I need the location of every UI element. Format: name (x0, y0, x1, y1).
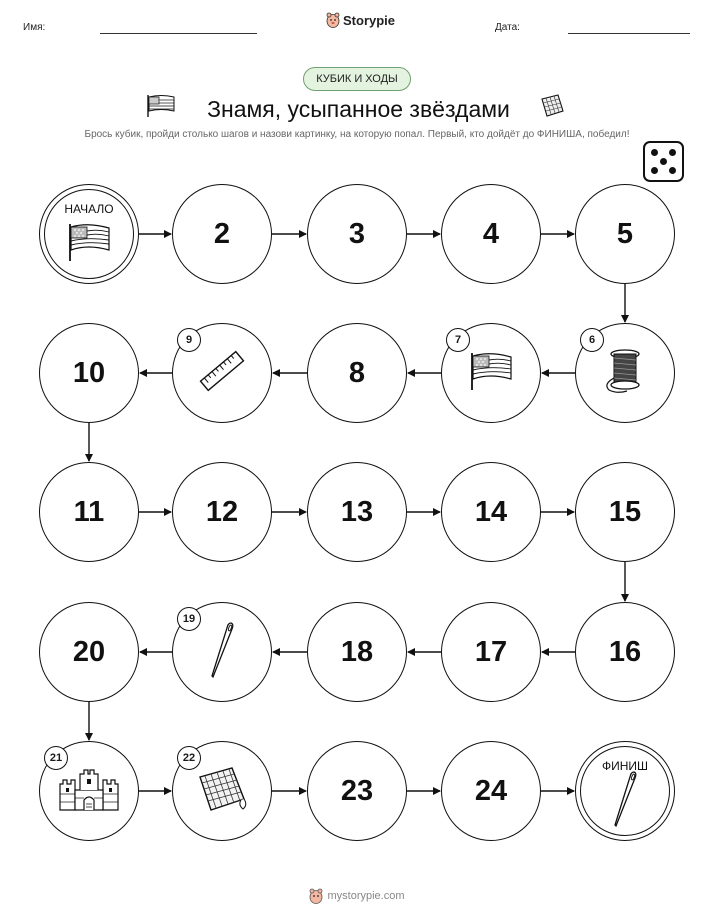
board-cell-3[interactable] (307, 184, 407, 284)
board-cell-19[interactable] (172, 602, 272, 702)
cell-number-badge: 21 (44, 746, 68, 770)
footer-url[interactable]: mystorypie.com (327, 890, 405, 902)
board-cell-12[interactable] (172, 462, 272, 562)
cell-label: ФИНИШ (601, 759, 649, 773)
board-cell-6[interactable] (575, 323, 675, 423)
cell-number: 17 (474, 635, 508, 668)
flag-icon (468, 351, 514, 396)
cell-number-badge: 19 (177, 607, 201, 631)
cell-number: 8 (348, 356, 366, 389)
board-cell-4[interactable] (441, 184, 541, 284)
game-type-badge: КУБИК И ХОДЫ (303, 67, 411, 91)
finish-cell[interactable] (575, 741, 675, 841)
date-label: Дата: (495, 22, 520, 33)
board-cell-22[interactable] (172, 741, 272, 841)
needle-icon (207, 620, 237, 685)
cell-number-badge: 6 (580, 328, 604, 352)
board-cell-21[interactable] (39, 741, 139, 841)
name-label: Имя: (23, 22, 46, 33)
cell-number: 2 (213, 217, 231, 250)
cell-number: 14 (474, 495, 508, 528)
board-cell-11[interactable] (39, 462, 139, 562)
board-cell-15[interactable] (575, 462, 675, 562)
board-cell-18[interactable] (307, 602, 407, 702)
cell-number: 4 (482, 217, 500, 250)
cell-number: 13 (340, 495, 374, 528)
board-cell-23[interactable] (307, 741, 407, 841)
cell-number-badge: 9 (177, 328, 201, 352)
ruler-icon (197, 346, 247, 401)
page-title: Знамя, усыпанное звёздами (207, 96, 510, 122)
board-cell-24[interactable] (441, 741, 541, 841)
board-cell-13[interactable] (307, 462, 407, 562)
board-cell-17[interactable] (441, 602, 541, 702)
cell-number: 11 (73, 495, 105, 528)
cell-number: 18 (340, 635, 374, 668)
footer (0, 888, 714, 904)
brand-name: Storypie (343, 12, 396, 28)
board-cell-14[interactable] (441, 462, 541, 562)
cell-number: 3 (348, 217, 366, 250)
fabric-icon (194, 765, 250, 818)
board-cell-8[interactable] (307, 323, 407, 423)
cell-number-badge: 7 (446, 328, 470, 352)
board-cell-10[interactable] (39, 323, 139, 423)
cell-number: 24 (474, 774, 508, 807)
cell-number: 16 (608, 635, 642, 668)
flag-icon (66, 222, 112, 267)
start-cell[interactable] (39, 184, 139, 284)
cell-number: 10 (72, 356, 106, 389)
cell-number: 15 (608, 495, 642, 528)
board-cell-20[interactable] (39, 602, 139, 702)
needle-icon (610, 769, 640, 834)
cell-number: 23 (340, 774, 374, 807)
board-cell-7[interactable] (441, 323, 541, 423)
cell-label: НАЧАЛО (64, 202, 114, 216)
cell-number: 12 (205, 495, 239, 528)
cell-number: 5 (616, 217, 634, 250)
board-cell-5[interactable] (575, 184, 675, 284)
cell-number: 20 (72, 635, 106, 668)
thread-spool-icon (601, 348, 649, 399)
storypie-mascot-icon (309, 888, 323, 904)
instructions-text: Брось кубик, пройди столько шагов и назови картинку, на которую попал. Первый, кто дойдёт до ФИНИША, победил! (84, 129, 630, 140)
cell-number-badge: 22 (177, 746, 201, 770)
castle-icon (58, 766, 120, 817)
board-cell-9[interactable] (172, 323, 272, 423)
board-cell-16[interactable] (575, 602, 675, 702)
board-cell-2[interactable] (172, 184, 272, 284)
